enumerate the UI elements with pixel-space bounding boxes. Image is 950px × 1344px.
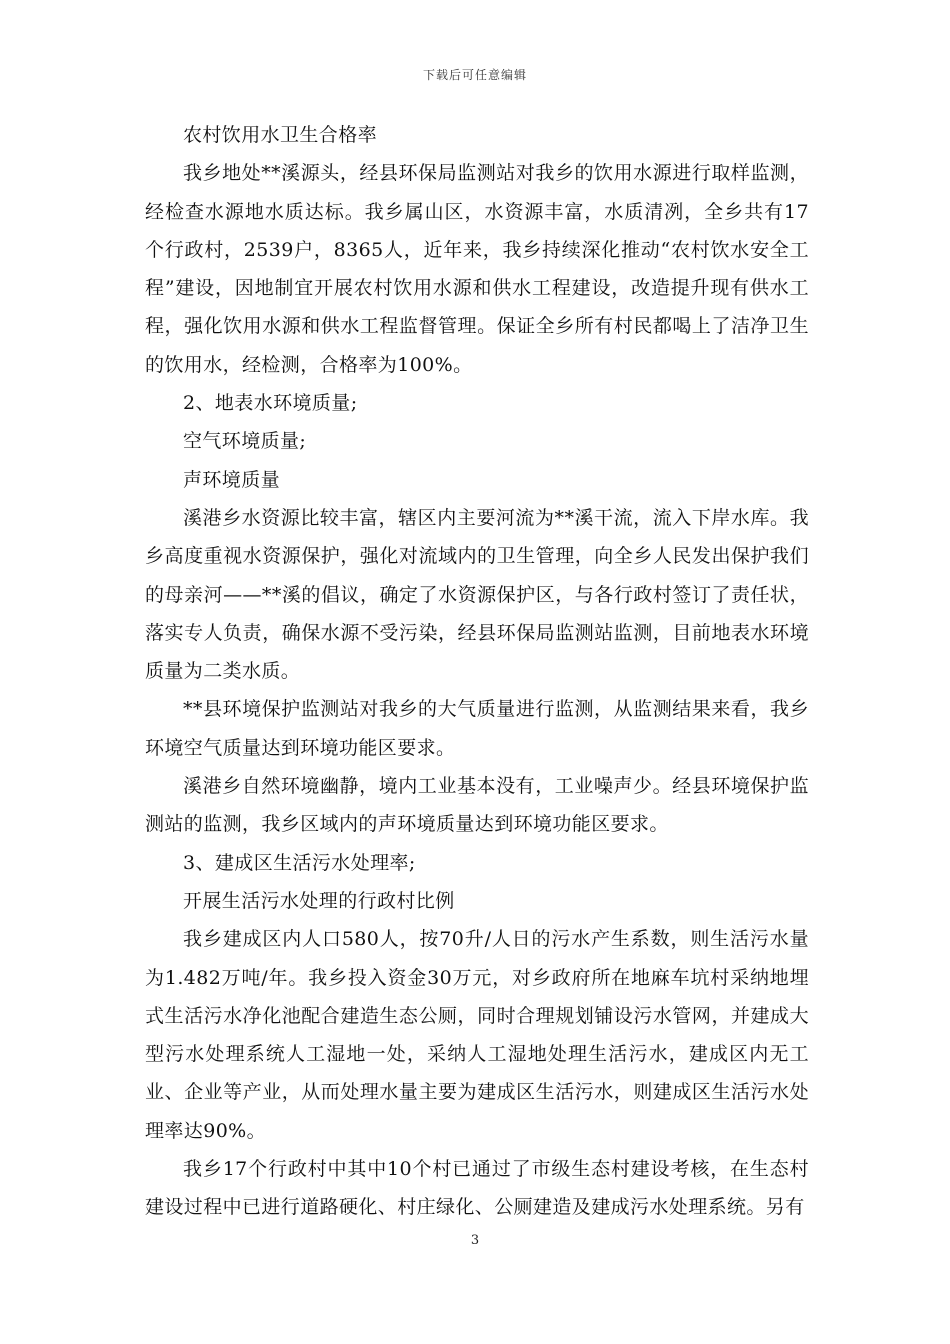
paragraph-heading-water-quality: 农村饮用水卫生合格率 [183, 124, 378, 146]
paragraph-heading-surface-water: 2、地表水环境质量; [183, 392, 358, 415]
paragraph-heading-village-ratio: 开展生活污水处理的行政村比例 [183, 889, 455, 912]
paragraph-water-resources: 溪港乡水资源比较丰富，辖区内主要河流为**溪干流，流入下岸水库。我乡高度重视水资源保护，强化对流域内的卫生管理，向全乡人民发出保护我们的母亲河——**溪的倡议，确定了水资源保护区，与各行政村签订了责任状，落实专人负责，确保水源不受污染，经县环保局监测站监测，目前地表水环境质量为二类水质。 [145, 506, 809, 683]
paragraph-drinking-water: 我乡地处**溪源头，经县环保局监测站对我乡的饮用水源进行取样监测，经检查水源地水质达标。我乡属山区，水资源丰富，水质清冽，全乡共有17个行政村，2539户，8365人，近年来，我乡持续深化推动“农村饮水安全工程”建设，因地制宜开展农村饮用水源和供水工程建设，改造提升现有供水工程，强化饮用水源和供水工程监督管理。保证全乡所有村民都喝上了洁净卫生的饮用水，经检测，合格率为100%。 [145, 162, 809, 376]
document-body [145, 116, 809, 1227]
paragraph-sewage-treatment: 我乡建成区内人口580人，按70升/人日的污水产生系数，则生活污水量为1.482万吨/年。我乡投入资金30万元，对乡政府所在地麻车坑村采纳地埋式生活污水净化池配合建造生态公厕，同时合理规划铺设污水管网，并建成大型污水处理系统人工湿地一处，采纳人工湿地处理生活污水，建成区内无工业、企业等产业，从而处理水量主要为建成区生活污水，则建成区生活污水处理率达90%。 [145, 928, 809, 1142]
paragraph-heading-sewage: 3、建成区生活污水处理率; [183, 851, 416, 874]
paragraph-heading-air: 空气环境质量; [183, 430, 307, 453]
page-number: 3 [470, 1233, 480, 1248]
paragraph-eco-villages: 我乡17个行政村中其中10个村已通过了市级生态村建设考核，在生态村建设过程中已进行道路硬化、村庄绿化、公厕建造及建成污水处理系统。另有 [145, 1158, 809, 1219]
paragraph-heading-noise: 声环境质量 [183, 468, 281, 491]
paragraph-noise-monitoring: 溪港乡自然环境幽静，境内工业基本没有，工业噪声少。经县环境保护监测站的监测，我乡区域内的声环境质量达到环境功能区要求。 [145, 775, 809, 836]
header-note: 下载后可任意编辑 [422, 68, 527, 82]
paragraph-air-monitoring: **县环境保护监测站对我乡的大气质量进行监测，从监测结果来看，我乡环境空气质量达到环境功能区要求。 [145, 698, 809, 759]
